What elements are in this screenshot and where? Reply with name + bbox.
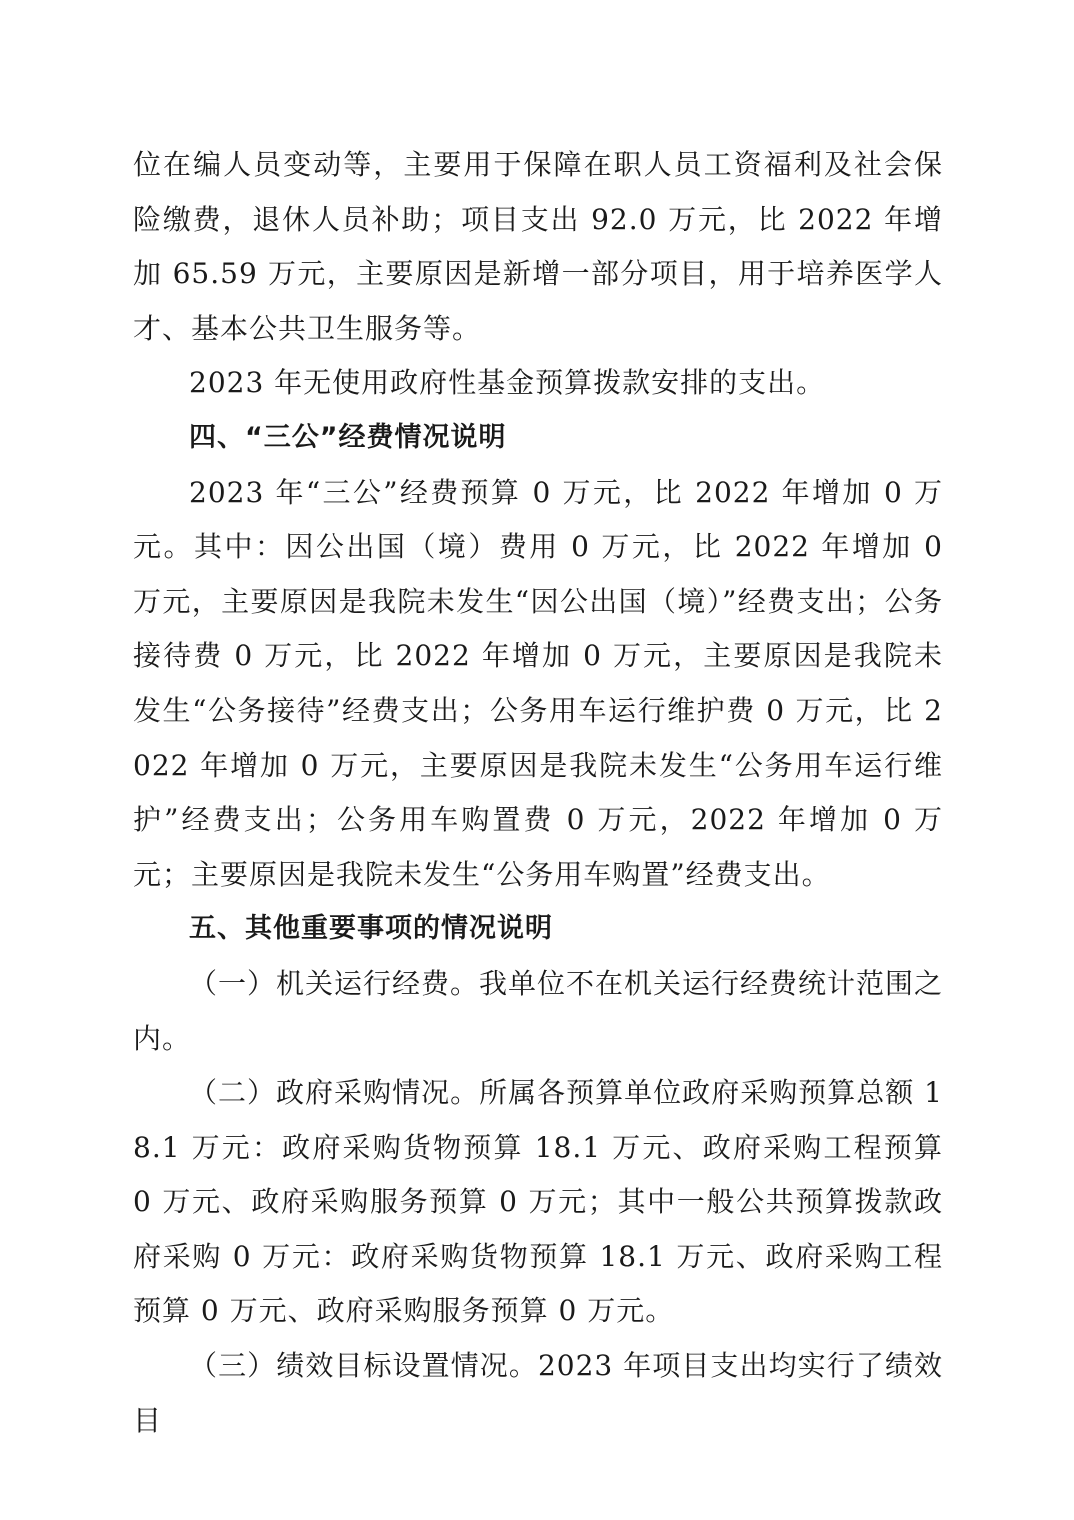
paragraph-government-fund: 2023 年无使用政府性基金预算拨款安排的支出。 bbox=[189, 366, 826, 400]
paragraph-government-procurement: （二）政府采购情况。所属各预算单位政府采购预算总额 18.1 万元：政府采购货物预算 18.1 万元、政府采购工程预算 0 万元、政府采购服务预算 0 万元；其中一般公共预算拨款政府采购 0 万元：政府采购货物预算 18.1 万元、政府采购工程预算 0 万元、政府采购服务预算 0 万元。 bbox=[133, 1076, 943, 1328]
heading-other-important-matters: 五、其他重要事项的情况说明 bbox=[189, 913, 553, 945]
paragraph-performance-targets: （三）绩效目标设置情况。2023 年项目支出均实行了绩效目 bbox=[133, 1349, 943, 1437]
paragraph-personnel-and-project-expenditure: 位在编人员变动等，主要用于保障在职人员工资福利及社会保险缴费，退休人员补助；项目支出 92.0 万元，比 2022 年增加 65.59 万元，主要原因是新增一部分项目，用于培养医学人才、基本公共卫生服务等。 bbox=[133, 148, 943, 345]
heading-three-public-expenses: 四、“三公”经费情况说明 bbox=[189, 421, 507, 453]
document-body bbox=[133, 138, 943, 1448]
paragraph-agency-operating-expenses: （一）机关运行经费。我单位不在机关运行经费统计范围之内。 bbox=[133, 966, 944, 1055]
paragraph-three-public-expenses: 2023 年“三公”经费预算 0 万元，比 2022 年增加 0 万元。其中：因公出国（境）费用 0 万元，比 2022 年增加 0 万元，主要原因是我院未发生“因公出国（境）”经费支出；公务接待费 0 万元，比 2022 年增加 0 万元，主要原因是我院未发生“公务接待”经费支出；公务用车运行维护费 0 万元，比 2022 年增加 0 万元，主要原因是我院未发生“公务用车运行维护”经费支出；公务用车购置费 0 万元，2022 年增加 0 万元；主要原因是我院未发生“公务用车购置”经费支出。 bbox=[133, 475, 943, 891]
